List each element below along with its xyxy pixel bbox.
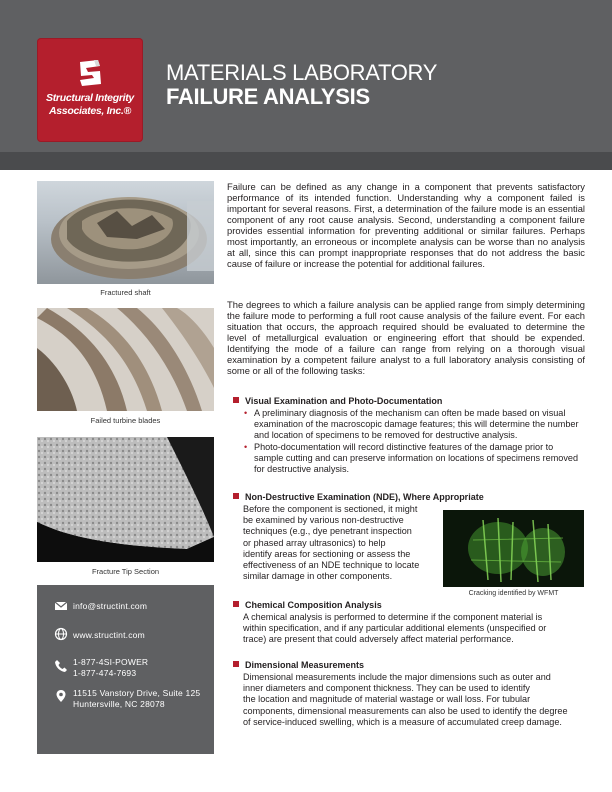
logo-mark-icon xyxy=(76,58,104,88)
bullet-square-icon xyxy=(233,601,239,607)
dimensional-line: components, dimensional measurements can also be used to identify the degree xyxy=(243,705,568,716)
intro-paragraph-1: Failure can be defined as any change in a component that prevents satisfactory performance of its intended function. Understanding why a component failed is important for several reasons. First, a determination of the failure mode is an essential component of any root cause analysis. Second, understanding a component failure provides essential information for preventing additional or similar failures. Perhaps most importantly, an erroneous or incomplete analysis can be worse than no analysis at all, since this can prompt inappropriate responses that do not address the basic cause of failure or increase the potential for additional failures. xyxy=(227,181,585,269)
chemical-body xyxy=(243,612,546,646)
section-title-dimensional: Dimensional Measurements xyxy=(245,660,365,670)
contact-website-link[interactable]: www.structint.com xyxy=(73,630,145,640)
chemical-line: A chemical analysis is performed to determine if the component material is xyxy=(243,612,543,622)
contact-address-line1: 11515 Vanstory Drive, Suite 125 xyxy=(73,688,201,698)
section-title-nde: Non-Destructive Examination (NDE), Where Appropriate xyxy=(245,492,484,502)
bullet-square-icon xyxy=(233,661,239,667)
contact-phone-1[interactable]: 1-877-4SI-POWER xyxy=(73,657,149,667)
wfmt-cracking-photo xyxy=(443,510,584,587)
fracture-tip-section-photo xyxy=(37,437,214,562)
fractured-shaft-photo xyxy=(37,181,214,284)
section-title-visual: Visual Examination and Photo-Documentation xyxy=(245,396,443,406)
nde-line: similar damage in other components. xyxy=(243,571,393,582)
dimensional-line: inner diameters and component thickness. They can be used to identify xyxy=(243,683,530,694)
logo-text-line2: Associates, Inc.® xyxy=(48,105,131,117)
section-heading-nde xyxy=(233,492,484,502)
list-item xyxy=(244,408,584,441)
intro-paragraph-2: The degrees to which a failure analysis can be applied range from simply determining the failure mode to performing a full root cause analysis of the failure event. For each situation that occurs, the approach required should be evaluated to determine the level of metallurgical evaluation or engineering effort that should be expended. Identifying the mode of a failure can range from relying on a thorough visual examination by a competent failure analyst to a full laboratory analysis consisting of some or all of the following tasks: xyxy=(227,299,585,376)
fracture-tip-caption: Fracture Tip Section xyxy=(91,567,160,576)
visual-bullet-1: A preliminary diagnosis of the mechanism can often be made based on visual examination of the macroscopic damage features; this will determine the number and location of specimens to be removed for destructive analysis. xyxy=(254,408,579,440)
dimensional-line: Dimensional measurements include the major dimensions such as outer and xyxy=(243,672,551,682)
logo-text-line1: Structural Integrity xyxy=(46,92,134,104)
fractured-shaft-caption: Fractured shaft xyxy=(100,288,151,297)
dimensional-body xyxy=(243,672,568,728)
nde-line: or phased array ultrasonics) to help xyxy=(243,537,386,548)
section-heading-visual xyxy=(233,396,442,406)
section-heading-dimensional xyxy=(233,660,364,670)
list-item xyxy=(244,442,584,475)
contact-box xyxy=(37,585,214,754)
contact-phone-2[interactable]: 1-877-474-7693 xyxy=(73,668,137,678)
page-title-line1: MATERIALS LABORATORY xyxy=(166,60,438,85)
bullet-square-icon xyxy=(233,397,239,403)
nde-line: techniques (e.g., dye penetrant inspection xyxy=(243,526,412,537)
contact-email-link[interactable]: info@structint.com xyxy=(73,601,148,611)
contact-address-line2: Huntersville, NC 28078 xyxy=(73,699,165,709)
visual-bullet-list xyxy=(244,408,584,476)
nde-line: identify areas for sectioning or assess the xyxy=(243,548,411,559)
visual-bullet-2: Photo-documentation will record distinctive features of the damage prior to sample cutting and can preserve information on locations of specimens removed for destructive analysis. xyxy=(254,442,579,474)
failed-turbine-blades-photo xyxy=(37,308,214,411)
section-title-chemical: Chemical Composition Analysis xyxy=(245,600,382,610)
location-pin-icon xyxy=(54,689,68,703)
phone-icon xyxy=(54,659,68,673)
chemical-line: trace) are present that could adversely affect material performance. xyxy=(243,634,514,645)
turbine-blades-caption: Failed turbine blades xyxy=(90,416,161,425)
header-bottom-strip xyxy=(0,152,612,170)
company-logo xyxy=(37,38,143,142)
bullet-dot-icon: • xyxy=(244,408,248,418)
section-heading-chemical xyxy=(233,600,382,610)
bullet-dot-icon: • xyxy=(244,442,248,452)
nde-line: Before the component is sectioned, it might xyxy=(243,504,418,514)
dimensional-line: the location and magnitude of material wastage or wall loss. For tubular xyxy=(243,694,531,705)
envelope-icon xyxy=(54,599,68,613)
nde-line: effectiveness of an NDE technique to locate xyxy=(243,560,420,571)
dimensional-line: of service-induced swelling, which is a measure of accumulated creep damage. xyxy=(243,716,562,727)
wfmt-caption: Cracking identified by WFMT xyxy=(468,590,559,597)
chemical-line: within specification, and if any particular additional elements (unspecified or xyxy=(243,623,547,634)
page-title-line2: FAILURE ANALYSIS xyxy=(166,84,370,109)
nde-body xyxy=(243,504,419,582)
bullet-square-icon xyxy=(233,493,239,499)
nde-line: be examined by various non-destructive xyxy=(243,515,404,526)
globe-icon xyxy=(54,627,68,641)
